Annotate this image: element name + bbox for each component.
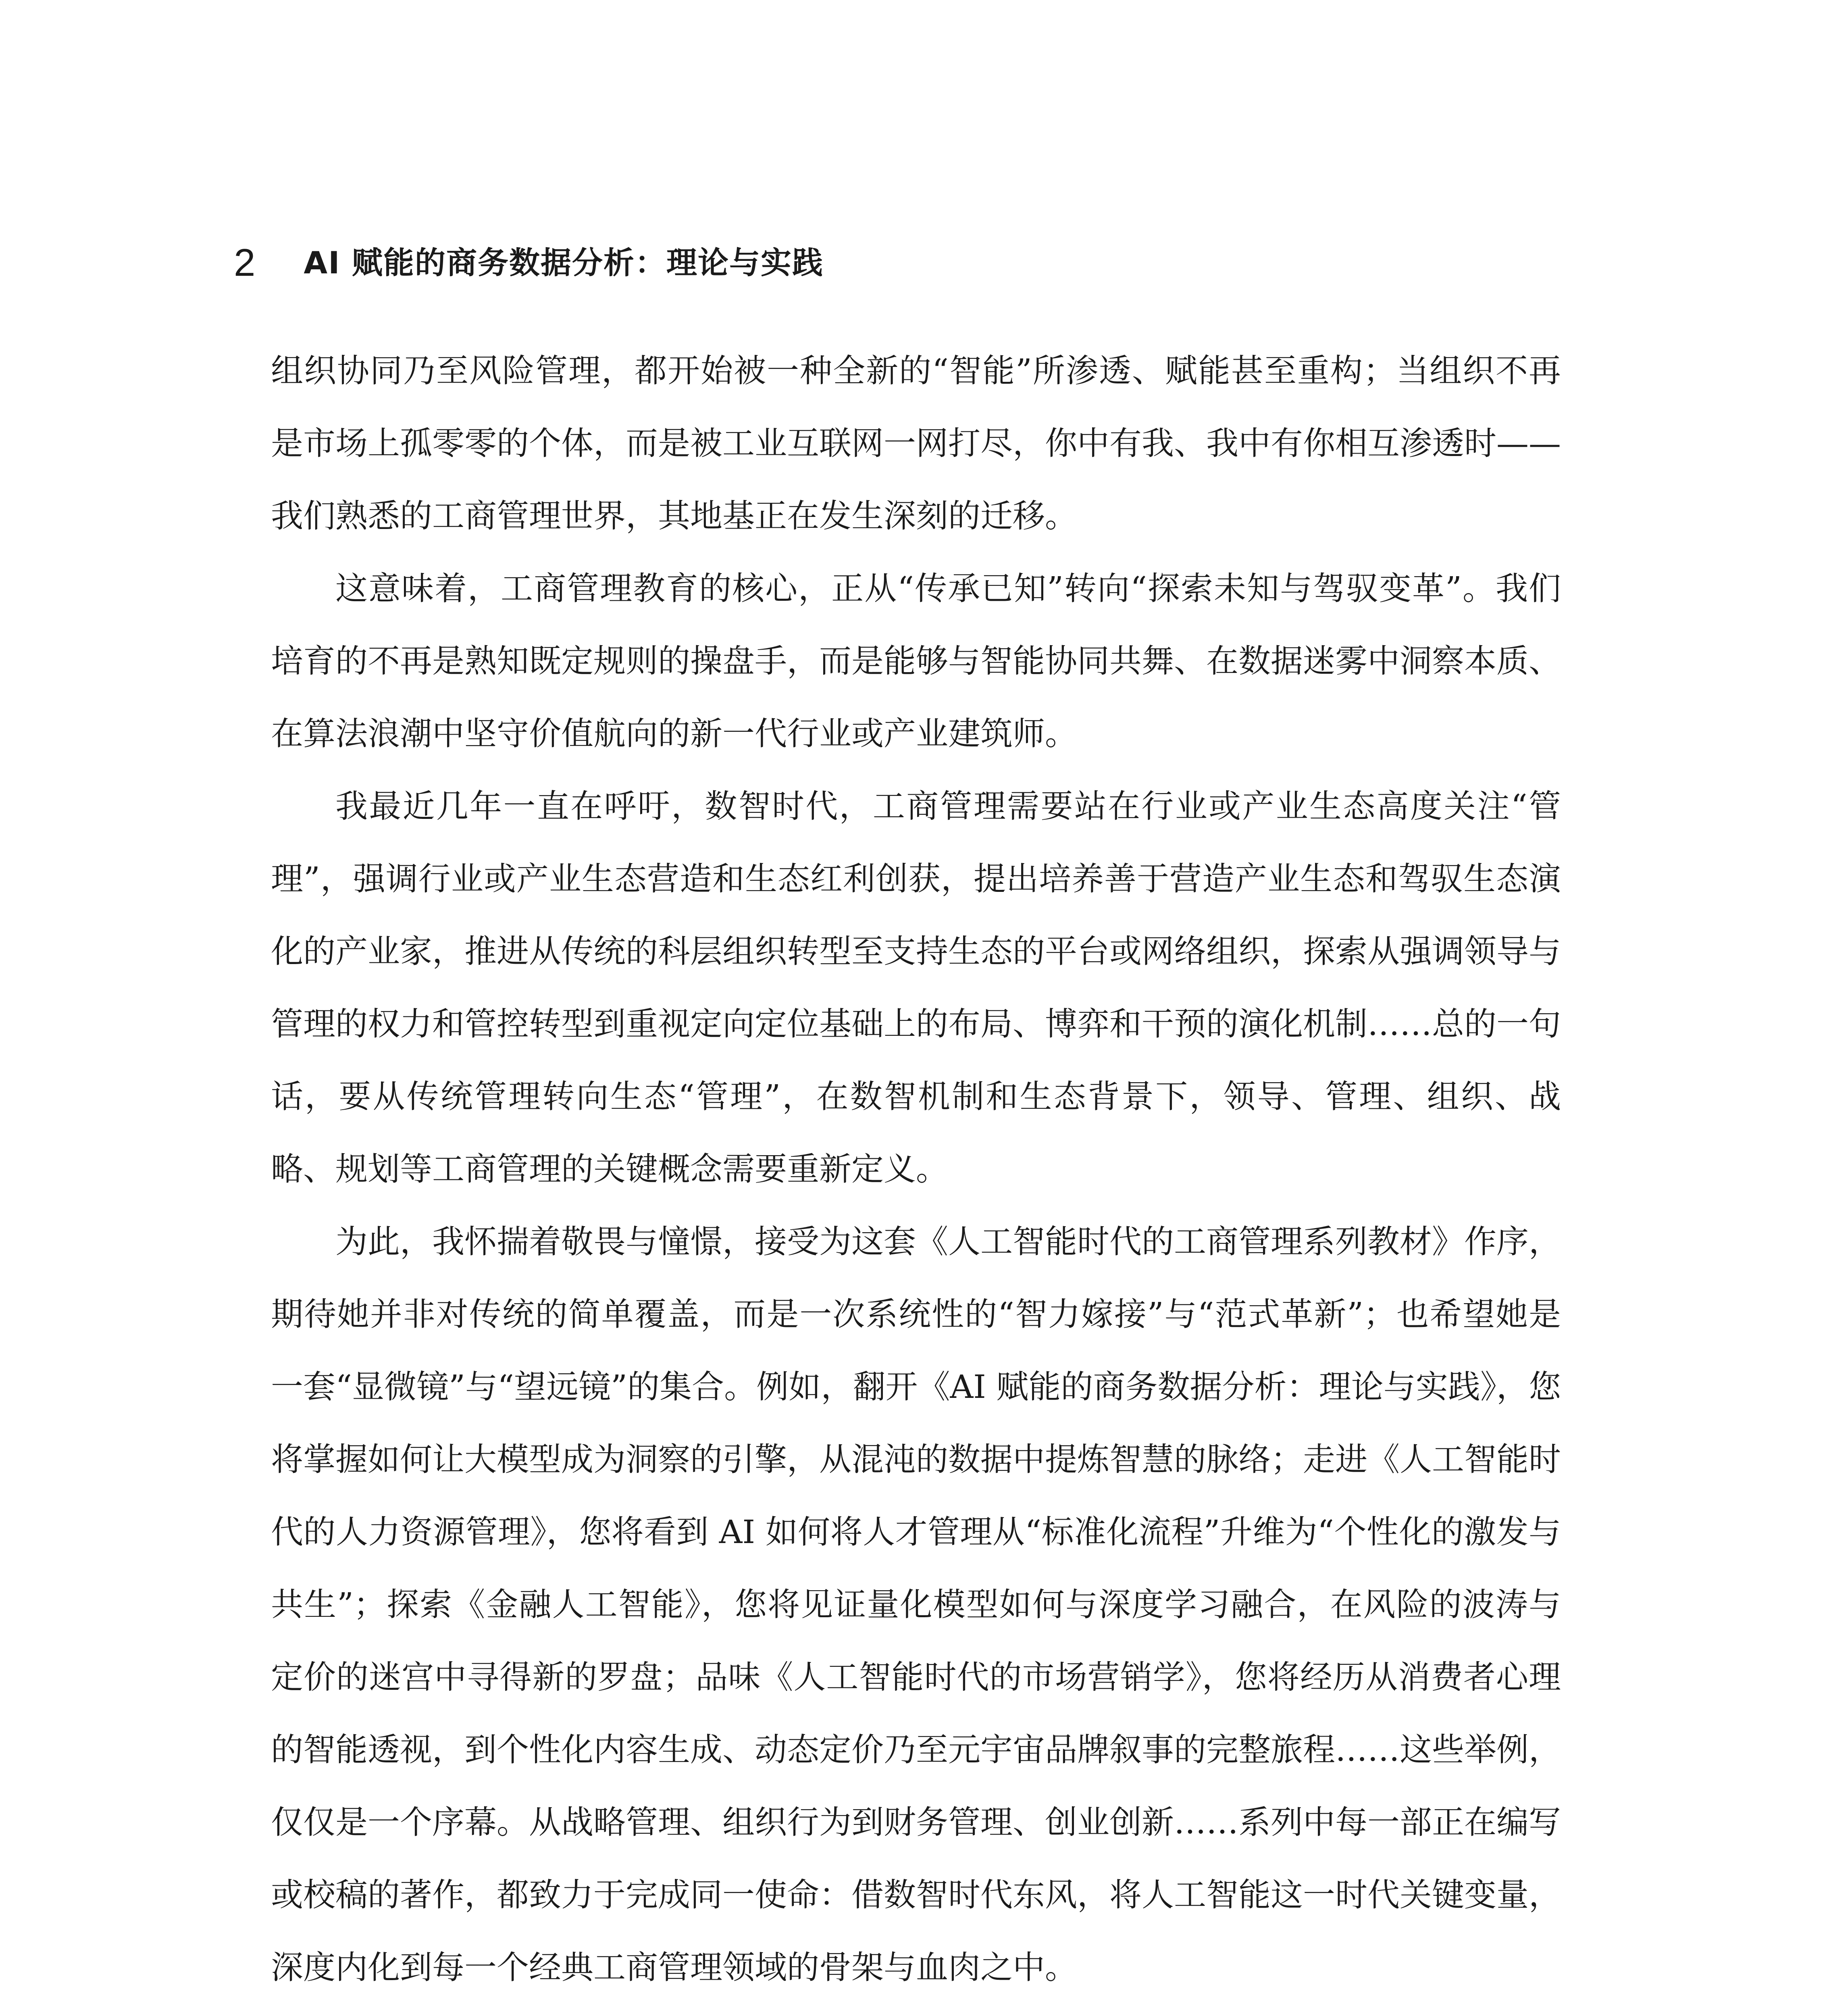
paragraph: 为此，我怀揣着敬畏与憧憬，接受为这套《人工智能时代的工商管理系列教材》作序，期待她并非对传统的简单覆盖，而是一次系统性的“智力嫁接”与“范式革新”；也希望她是一套“显微镜”与“望远镜”的集合。例如，翻开《AI 赋能的商务数据分析：理论与实践》，您将掌握如何让大模型成为洞察的引擎，从混沌的数据中提炼智慧的脉络；走进《人工智能时代的人力资源管理》，您将看到 AI 如何将人才管理从“标准化流程”升维为“个性化的激发与共生”；探索《金融人工智能》，您将见证量化模型如何与深度学习融合，在风险的波涛与定价的迷宫中寻得新的罗盘；品味《人工智能时代的市场营销学》，您将经历从消费者心理的智能透视，到个性化内容生成、动态定价乃至元宇宙品牌叙事的完整旅程……这些举例，仅仅是一个序幕。从战略管理、组织行为到财务管理、创业创新……系列中每一部正在编写或校稿的著作，都致力于完成同一使命：借数智时代东风，将人工智能这一时代关键变量，深度内化到每一个经典工商管理领域的骨架与血肉之中。: [271, 1223, 1561, 1986]
running-header: [234, 235, 824, 291]
body-text: [271, 335, 1561, 2016]
paragraph: [271, 2004, 1561, 2016]
page-number: 2: [234, 241, 256, 284]
paragraph: 我最近几年一直在呼吁，数智时代，工商管理需要站在行业或产业生态高度关注“管理”，强调行业或产业生态营造和生态红利创获，提出培养善于营造产业生态和驾驭生态演化的产业家，推进从传统的科层组织转型至支持生态的平台或网络组织，探索从强调领导与管理的权力和管控转型到重视定向定位基础上的布局、博弈和干预的演化机制……总的一句话，要从传统管理转向生态“管理”，在数智机制和生态背景下，领导、管理、组织、战略、规划等工商管理的关键概念需要重新定义。: [271, 787, 1561, 1188]
paragraph: 组织协同乃至风险管理，都开始被一种全新的“智能”所渗透、赋能甚至重构；当组织不再是市场上孤零零的个体，而是被工业互联网一网打尽，你中有我、我中有你相互渗透时——我们熟悉的工商管理世界，其地基正在发生深刻的迁移。: [271, 352, 1561, 535]
running-title: AI 赋能的商务数据分析：理论与实践: [304, 245, 824, 281]
paragraph: 这意味着，工商管理教育的核心，正从“传承已知”转向“探索未知与驾驭变革”。我们培育的不再是熟知既定规则的操盘手，而是能够与智能协同共舞、在数据迷雾中洞察本质、在算法浪潮中坚守价值航向的新一代行业或产业建筑师。: [271, 570, 1561, 752]
